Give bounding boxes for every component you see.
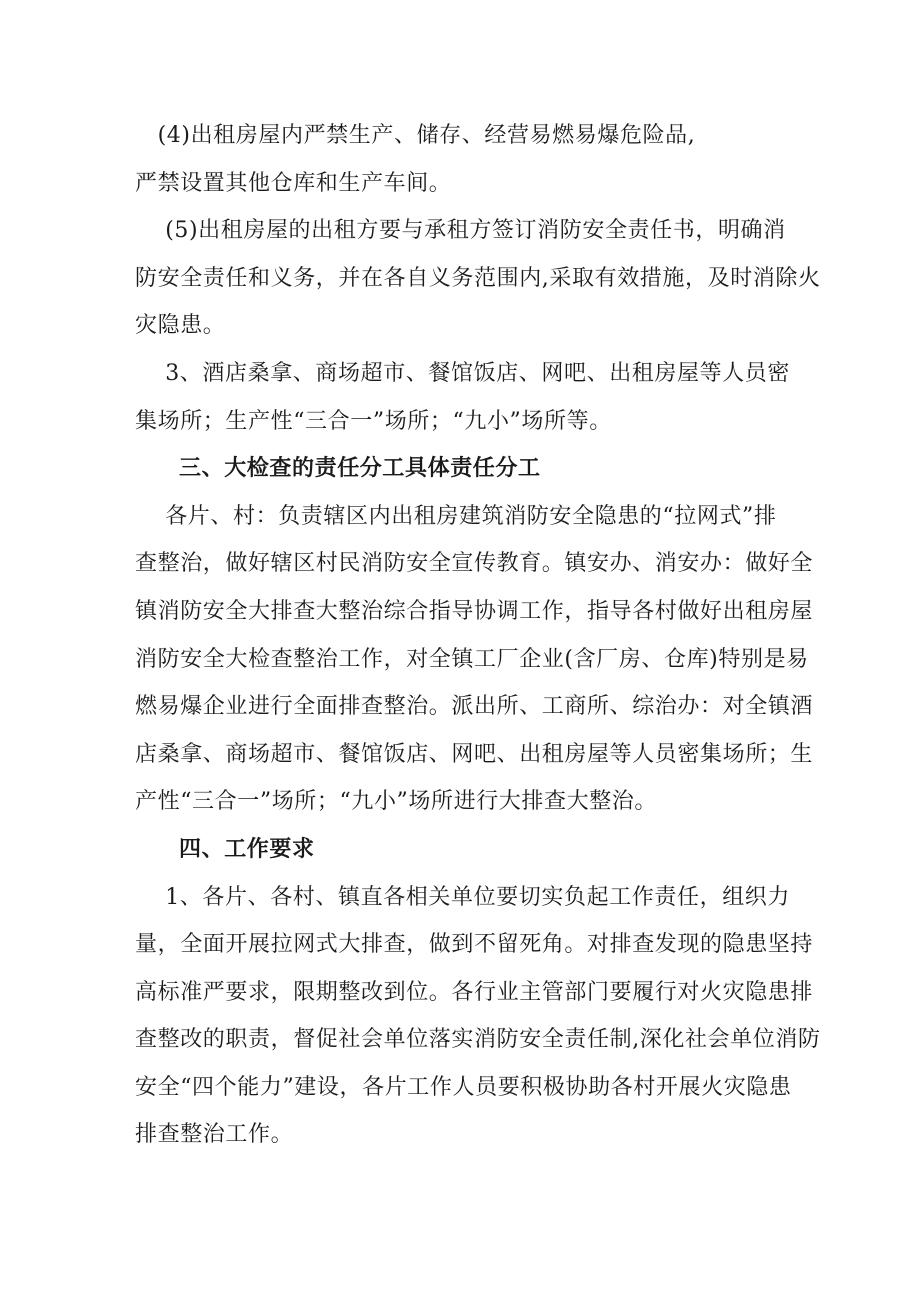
- text-line: 各片、村：负责辖区内出租房建筑消防安全隐患的“拉网式”排: [135, 503, 777, 529]
- section-heading-4: 四、工作要求: [179, 836, 315, 862]
- text-line: 产性“三合一”场所；“九小”场所进行大排查大整治。: [135, 789, 657, 815]
- paragraph-requirement-1: [135, 874, 821, 1160]
- text-line: 严禁设置其他仓库和生产车间。: [135, 170, 452, 196]
- text-line: 查整改的职责，督促社会单位落实消防安全责任制,深化社会单位消防: [135, 1027, 821, 1053]
- section-heading-3: 三、大检查的责任分工具体责任分工: [179, 456, 541, 482]
- paragraph-item-4: [135, 112, 803, 207]
- document-page: [135, 112, 821, 1159]
- text-line: 灾隐患。: [135, 313, 226, 339]
- text-line: 排查整治工作。: [135, 1122, 294, 1148]
- text-line: 3、酒店桑拿、商场超市、餐馆饭店、网吧、出租房屋等人员密: [135, 360, 790, 386]
- paragraph-item-5: [135, 207, 821, 350]
- text-line: 集场所；生产性“三合一”场所；“九小”场所等。: [135, 408, 612, 434]
- paragraph-item-3: [135, 350, 803, 445]
- text-line: 量，全面开展拉网式大排查，做到不留死角。对排查发现的隐患坚持: [135, 932, 814, 958]
- text-line: 消防安全大检查整治工作，对全镇工厂企业(含厂房、仓库)特别是易: [135, 646, 809, 672]
- text-line: 镇消防安全大排查大整治综合指导协调工作，指导各村做好出租房屋: [135, 598, 814, 624]
- text-line: 安全“四个能力”建设，各片工作人员要积极协助各村开展火灾隐患: [135, 1074, 792, 1100]
- text-line: (4)出租房屋内严禁生产、储存、经营易燃易爆危险品,: [135, 123, 696, 148]
- text-line: 高标准严要求，限期整改到位。各行业主管部门要履行对火灾隐患排: [135, 979, 814, 1005]
- text-line: 防安全责任和义务，并在各自义务范围内,采取有效措施，及时消除火: [135, 265, 821, 291]
- paragraph-responsibilities: [135, 493, 814, 826]
- text-line: 店桑拿、商场超市、餐馆饭店、网吧、出租房屋等人员密集场所；生: [135, 741, 814, 767]
- text-line: 1、各片、各村、镇直各相关单位要切实负起工作责任，组织力: [135, 884, 790, 910]
- text-line: (5)出租房屋的出租方要与承租方签订消防安全责任书，明确消: [135, 218, 786, 244]
- text-line: 燃易爆企业进行全面排查整治。派出所、工商所、综治办：对全镇酒: [135, 694, 814, 720]
- text-line: 查整治，做好辖区村民消防安全宣传教育。镇安办、消安办：做好全: [135, 551, 814, 577]
